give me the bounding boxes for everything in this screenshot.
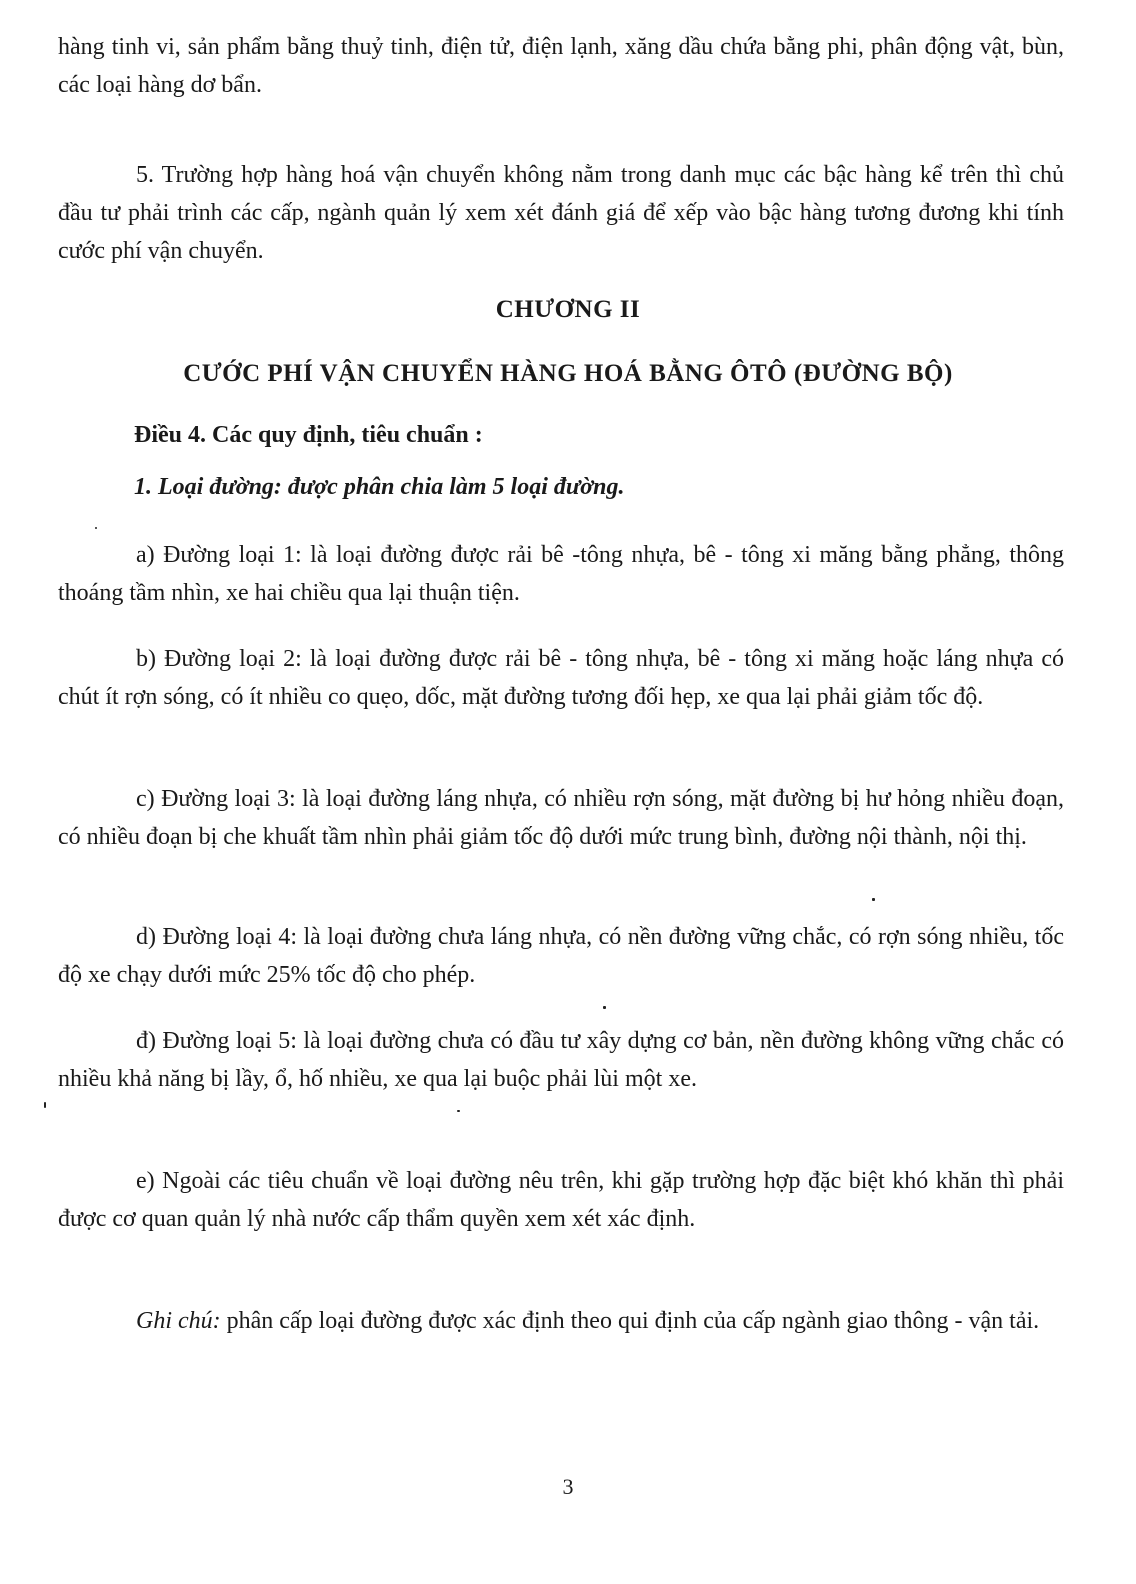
paragraph-item-5: 5. Trường hợp hàng hoá vận chuyển không nằm trong danh mục các bậc hàng kể trên thì chủ đầu tư phải trình các cấp, ngành quản lý xem xét đánh giá để xếp vào bậc hàng tương đương khi tính cước phí vận chuyển. bbox=[58, 162, 1064, 264]
scan-speck bbox=[603, 1006, 606, 1009]
item-heading: 1. Loại đường: được phân chia làm 5 loại đường. bbox=[134, 474, 625, 500]
paragraph-special-case: e) Ngoài các tiêu chuẩn về loại đường nêu trên, khi gặp trường hợp đặc biệt khó khăn thì phải được cơ quan quản lý nhà nước cấp thẩm quyền xem xét xác định. bbox=[58, 1168, 1064, 1232]
note-paragraph bbox=[58, 1302, 1064, 1340]
page-number: 3 bbox=[562, 1474, 574, 1499]
paragraph-road-type-2: b) Đường loại 2: là loại đường được rải bê - tông nhựa, bê - tông xi măng hoặc láng nhựa có chút ít rợn sóng, có ít nhiều co quẹo, dốc, mặt đường tương đối hẹp, xe qua lại phải giảm tốc độ. bbox=[58, 646, 1064, 710]
paragraph-road-type-1: a) Đường loại 1: là loại đường được rải bê -tông nhựa, bê - tông xi măng bằng phẳng, thông thoáng tầm nhìn, xe hai chiều qua lại thuận tiện. bbox=[58, 542, 1064, 606]
scan-speck bbox=[95, 527, 97, 529]
scan-speck bbox=[457, 1110, 460, 1112]
article-heading: Điều 4. Các quy định, tiêu chuẩn : bbox=[134, 422, 483, 448]
paragraph-road-type-5: đ) Đường loại 5: là loại đường chưa có đầu tư xây dựng cơ bản, nền đường không vững chắc có nhiều khả năng bị lầy, ổ, hố nhiều, xe qua lại buộc phải lùi một xe. bbox=[58, 1028, 1064, 1092]
chapter-subtitle: CƯỚC PHÍ VẬN CHUYỂN HÀNG HOÁ BẰNG ÔTÔ (ĐƯỜNG BỘ) bbox=[183, 360, 953, 387]
paragraph-continued: hàng tinh vi, sản phẩm bằng thuỷ tinh, điện tử, điện lạnh, xăng dầu chứa bằng phi, phân động vật, bùn, các loại hàng dơ bẩn. bbox=[58, 34, 1064, 98]
paragraph-road-type-4: d) Đường loại 4: là loại đường chưa láng nhựa, có nền đường vững chắc, có rợn sóng nhiều, tốc độ xe chạy dưới mức 25% tốc độ cho phép. bbox=[58, 924, 1064, 988]
note-text: phân cấp loại đường được xác định theo qui định của cấp ngành giao thông - vận tải. bbox=[220, 1308, 1040, 1334]
scan-speck bbox=[872, 898, 875, 901]
note-label: Ghi chú: bbox=[136, 1308, 221, 1334]
scan-speck bbox=[44, 1102, 46, 1108]
chapter-title: CHƯƠNG II bbox=[495, 296, 641, 323]
paragraph-road-type-3: c) Đường loại 3: là loại đường láng nhựa, có nhiều rợn sóng, mặt đường bị hư hỏng nhiều đoạn, có nhiều đoạn bị che khuất tầm nhìn phải giảm tốc độ dưới mức trung bình, đường nội thành, nội thị. bbox=[58, 786, 1064, 850]
